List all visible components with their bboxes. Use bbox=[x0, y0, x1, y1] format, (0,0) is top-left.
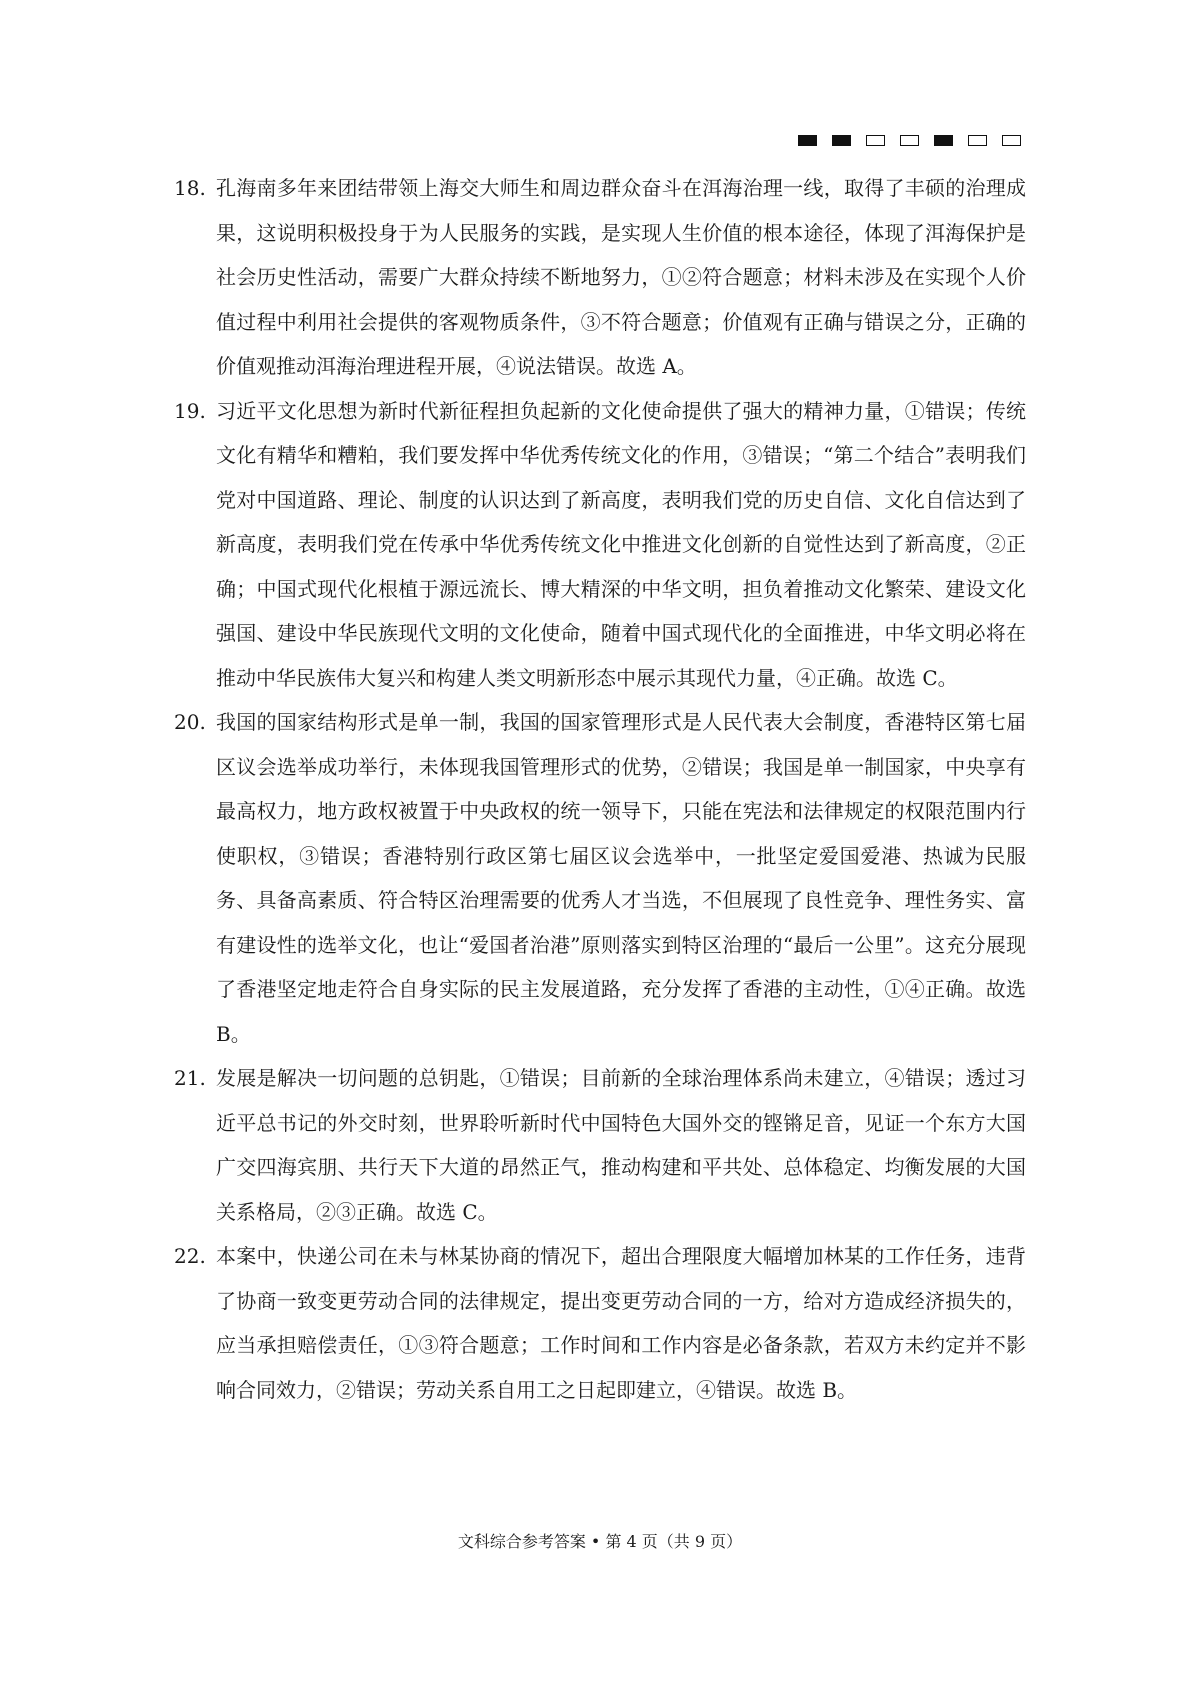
corner-mark-6 bbox=[968, 135, 987, 146]
answer-number: 22. bbox=[174, 1244, 206, 1268]
answer-number: 18. bbox=[174, 176, 206, 200]
answer-item-22 bbox=[174, 1234, 1026, 1412]
answer-item-18 bbox=[174, 166, 1026, 389]
answer-item-19 bbox=[174, 389, 1026, 701]
corner-mark-2 bbox=[832, 135, 851, 146]
answer-item-21 bbox=[174, 1056, 1026, 1234]
answer-text: 习近平文化思想为新时代新征程担负起新的文化使命提供了强大的精神力量，①错误；传统文化有精华和糟粕，我们要发挥中华优秀传统文化的作用，③错误；“第二个结合”表明我们党对中国道路、理论、制度的认识达到了新高度，表明我们党的历史自信、文化自信达到了新高度，表明我们党在传承中华优秀传统文化中推进文化创新的自觉性达到了新高度，②正确；中国式现代化根植于源远流长、博大精深的中华文明，担负着推动文化繁荣、建设文化强国、建设中华民族现代文明的文化使命，随着中国式现代化的全面推进，中华文明必将在推动中华民族伟大复兴和构建人类文明新形态中展示其现代力量，④正确。故选 C。 bbox=[216, 398, 1026, 690]
corner-mark-7 bbox=[1002, 135, 1021, 146]
corner-mark-4 bbox=[900, 135, 919, 146]
page-footer: 文科综合参考答案 • 第 4 页（共 9 页） bbox=[457, 1532, 743, 1551]
answer-item-20 bbox=[174, 700, 1026, 1056]
answer-text: 孔海南多年来团结带领上海交大师生和周边群众奋斗在洱海治理一线，取得了丰硕的治理成果，这说明积极投身于为人民服务的实践，是实现人生价值的根本途径，体现了洱海保护是社会历史性活动，需要广大群众持续不断地努力，①②符合题意；材料未涉及在实现个人价值过程中利用社会提供的客观物质条件，③不符合题意；价值观有正确与错误之分，正确的价值观推动洱海治理进程开展，④说法错误。故选 A。 bbox=[216, 176, 1026, 378]
answer-text: 发展是解决一切问题的总钥匙，①错误；目前新的全球治理体系尚未建立，④错误；透过习近平总书记的外交时刻，世界聆听新时代中国特色大国外交的铿锵足音，见证一个东方大国广交四海宾朋、共行天下大道的昂然正气，推动构建和平共处、总体稳定、均衡发展的大国关系格局，②③正确。故选 C。 bbox=[216, 1066, 1026, 1224]
answer-text: 我国的国家结构形式是单一制，我国的国家管理形式是人民代表大会制度，香港特区第七届区议会选举成功举行，未体现我国管理形式的优势，②错误；我国是单一制国家，中央享有最高权力，地方政权被置于中央政权的统一领导下，只能在宪法和法律规定的权限范围内行使职权，③错误；香港特别行政区第七届区议会选举中，一批坚定爱国爱港、热诚为民服务、具备高素质、符合特区治理需要的优秀人才当选，不但展现了良性竞争、理性务实、富有建设性的选举文化，也让“爱国者治港”原则落实到特区治理的“最后一公里”。这充分展现了香港坚定地走符合自身实际的民主发展道路，充分发挥了香港的主动性，①④正确。故选 B。 bbox=[216, 710, 1026, 1046]
corner-mark-5 bbox=[934, 135, 953, 146]
corner-mark-1 bbox=[798, 135, 817, 146]
answer-number: 20. bbox=[174, 710, 206, 734]
corner-mark-3 bbox=[866, 135, 885, 146]
answer-number: 19. bbox=[174, 398, 206, 423]
answer-text: 本案中，快递公司在未与林某协商的情况下，超出合理限度大幅增加林某的工作任务，违背了协商一致变更劳动合同的法律规定，提出变更劳动合同的一方，给对方造成经济损失的，应当承担赔偿责任，①③符合题意；工作时间和工作内容是必备条款，若双方未约定并不影响合同效力，②错误；劳动关系自用工之日起即建立，④错误。故选 B。 bbox=[216, 1244, 1026, 1402]
answer-number: 21. bbox=[174, 1066, 206, 1090]
answer-content bbox=[174, 166, 1026, 1412]
page-corner-marks bbox=[798, 135, 1021, 146]
